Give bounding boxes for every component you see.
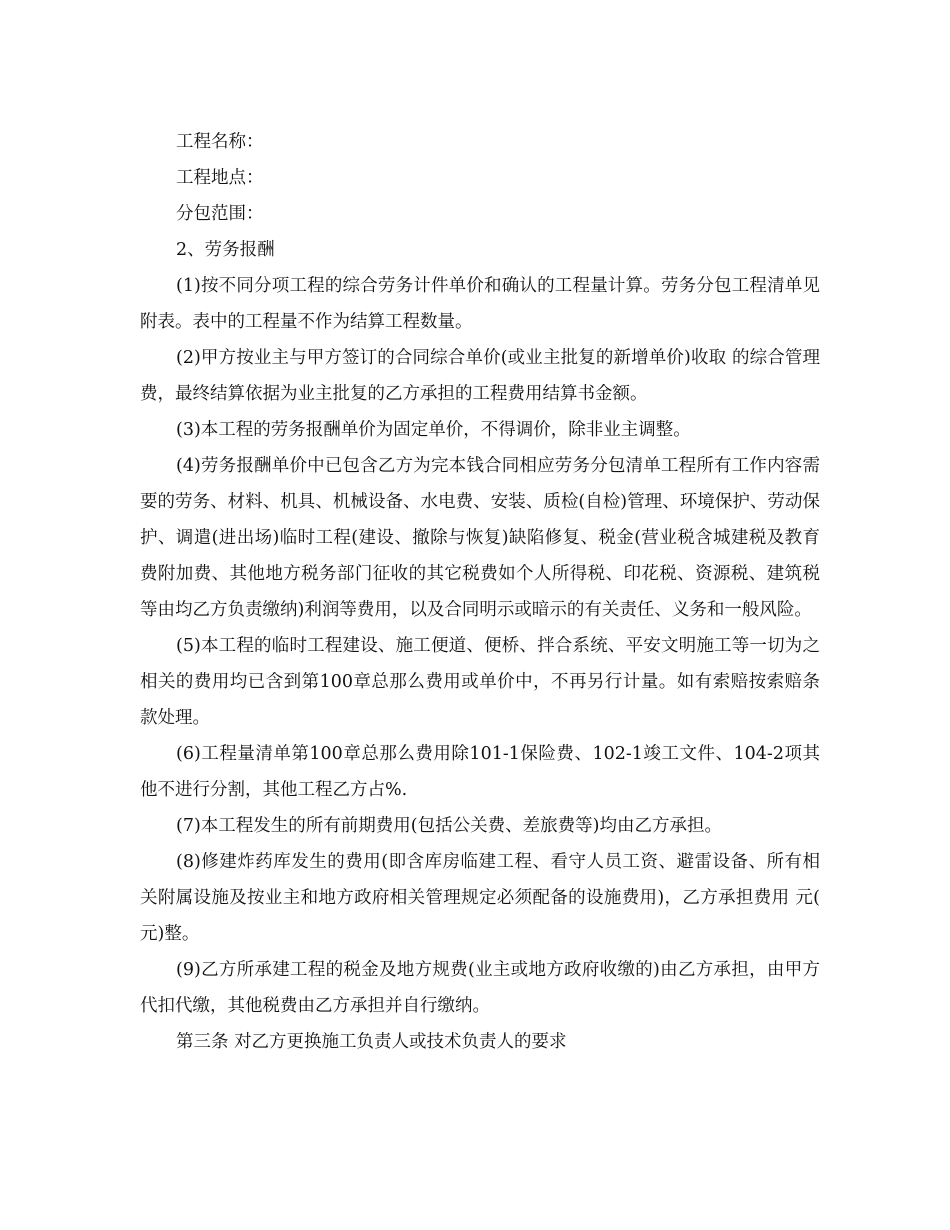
clause-8: (8)修建炸药库发生的费用(即含库房临建工程、看守人员工资、避雷设备、所有相关附属设施及按业主和地方政府相关管理规定必须配备的设施费用)，乙方承担费用 元( 元)整。	[140, 852, 820, 944]
field-subcontract-scope: 分包范围：	[176, 204, 264, 224]
field-project-location: 工程地点：	[176, 168, 264, 188]
clause-1: (1)按不同分项工程的综合劳务计件单价和确认的工程量计算。劳务分包工程清单见附表。表中的工程量不作为结算工程数量。	[140, 276, 820, 332]
clause-4: (4)劳务报酬单价中已包含乙方为完本钱合同相应劳务分包清单工程所有工作内容需要的劳务、材料、机具、机械设备、水电费、安装、质检(自检)管理、环境保护、劳动保护、调遣(进出场)临时工程(建设、撤除与恢复)缺陷修复、税金(营业税含城建税及教育费附加费、其他地方税务部门征收的其它税费如个人所得税、印花税、资源税、建筑税等由均乙方负责缴纳)利润等费用，以及合同明示或暗示的有关责任、义务和一般风险。	[140, 456, 820, 620]
clause-3: (3)本工程的劳务报酬单价为固定单价，不得调价，除非业主调整。	[176, 420, 691, 440]
clause-2: (2)甲方按业主与甲方签订的合同综合单价(或业主批复的新增单价)收取 的综合管理费，最终结算依据为业主批复的乙方承担的工程费用结算书金额。	[140, 348, 820, 404]
clause-5: (5)本工程的临时工程建设、施工便道、便桥、拌合系统、平安文明施工等一切为之相关的费用均已含到第100章总那么费用或单价中，不再另行计量。如有索赔按索赔条款处理。	[140, 636, 820, 728]
clause-7: (7)本工程发生的所有前期费用(包括公关费、差旅费等)均由乙方承担。	[176, 816, 722, 836]
document-page	[140, 124, 820, 1060]
clause-6: (6)工程量清单第100章总那么费用除101-1保险费、102-1竣工文件、104-2项其他不进行分割，其他工程乙方占%.	[140, 744, 820, 800]
clause-9: (9)乙方所承建工程的税金及地方规费(业主或地方政府收缴的)由乙方承担，由甲方代扣代缴，其他税费由乙方承担并自行缴纳。	[140, 960, 820, 1016]
article-3-heading: 第三条 对乙方更换施工负责人或技术负责人的要求	[176, 1032, 567, 1052]
section-heading-labor-pay: 2、劳务报酬	[176, 240, 275, 260]
field-project-name: 工程名称：	[176, 132, 264, 152]
